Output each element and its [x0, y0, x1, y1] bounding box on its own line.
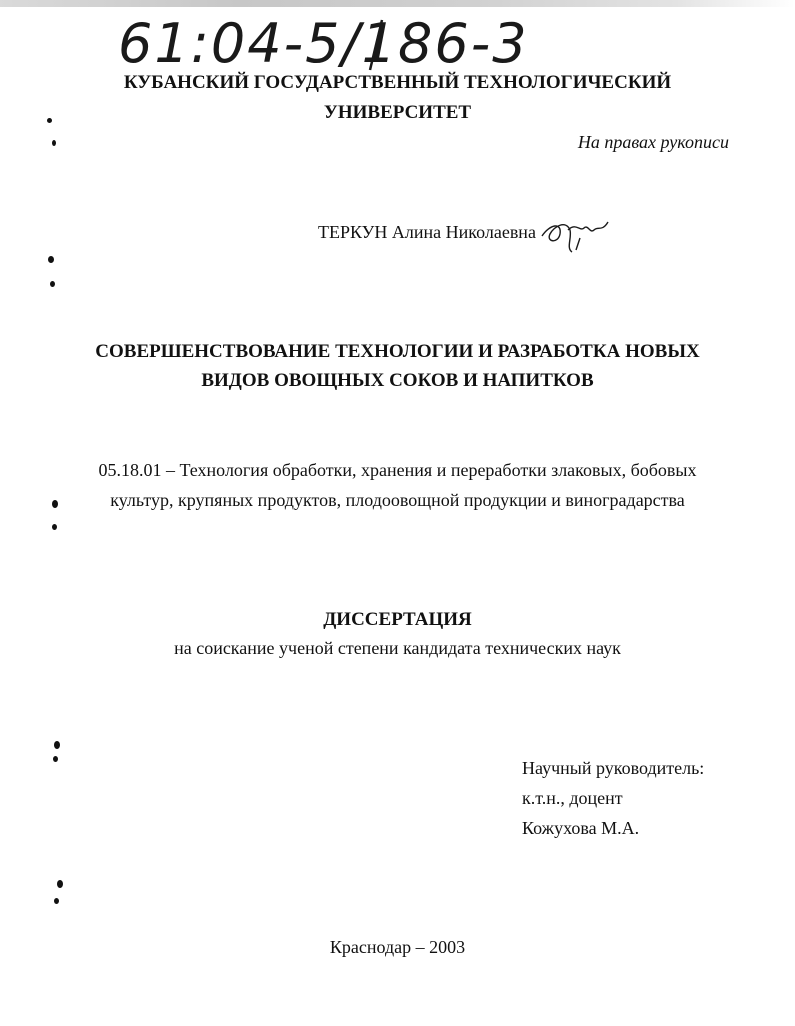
margin-mark — [50, 281, 55, 287]
margin-mark — [52, 524, 57, 530]
place-year: Краснодар – 2003 — [329, 937, 466, 957]
thesis-title-line-1: СОВЕРШЕНСТВОВАНИЕ ТЕХНОЛОГИИ И РАЗРАБОТКА НОВЫХ — [95, 341, 700, 362]
specialty-line-2: культур, крупяных продуктов, плодоовощной продукции и виноградарства — [110, 490, 685, 510]
thesis-title-line-2: ВИДОВ ОВОЩНЫХ СОКОВ И НАПИТКОВ — [201, 370, 594, 391]
specialty-line-1: 05.18.01 – Технология обработки, хранения и переработки злаковых, бобовых — [98, 460, 697, 480]
author-name: ТЕРКУН Алина Николаевна — [318, 222, 536, 242]
handwritten-archive-code: 61:04-5/186-3 — [118, 12, 529, 75]
handwritten-underline-strokes — [120, 12, 560, 74]
degree-line: на соискание ученой степени кандидата технических наук — [174, 638, 621, 658]
scan-top-edge — [0, 0, 795, 7]
margin-mark — [53, 756, 58, 762]
margin-mark — [57, 880, 63, 888]
institution-line-2: УНИВЕРСИТЕТ — [323, 102, 472, 123]
margin-mark — [48, 256, 54, 263]
margin-mark — [52, 500, 58, 508]
supervisor-credentials: к.т.н., доцент — [522, 788, 623, 808]
supervisor-label: Научный руководитель: — [522, 758, 705, 778]
author-signature — [536, 208, 616, 258]
institution-line-1: КУБАНСКИЙ ГОСУДАРСТВЕННЫЙ ТЕХНОЛОГИЧЕСКИЙ — [123, 72, 672, 93]
margin-mark — [54, 898, 59, 904]
margin-mark — [52, 140, 56, 146]
margin-mark — [47, 118, 52, 123]
supervisor-name: Кожухова М.А. — [522, 818, 640, 838]
manuscript-note: На правах рукописи — [577, 132, 729, 152]
margin-mark — [54, 741, 60, 749]
document-type: ДИССЕРТАЦИЯ — [323, 609, 472, 630]
